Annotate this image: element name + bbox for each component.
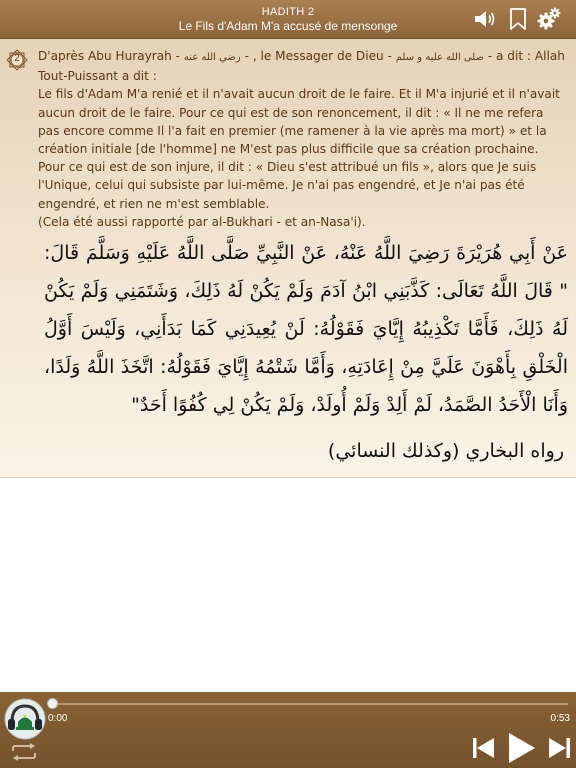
arabic-text: عَنْ أَبِي هُرَيْرَةَ رَضِيَ اللَّهُ عَنْهُ، عَنْ النَّبِيِّ صَلَّى اللَّهُ عَلَيْهِ وَسَلَّمَ قَالَ: " قَالَ اللَّهُ تَعَالَى: كَذَّبَنِي ابْنُ آدَمَ وَلَمْ يَكُنْ لَهُ ذَلِكَ، وَشَتَمَنِي وَلَمْ يَكُنْ لَهُ ذَلِكَ، فَأَمَّا تَكْذِيبُهُ إِيَّايَ فَقَوْلُهُ: لَنْ يُعِيدَنِي كَمَا بَدَأَنِي، وَلَيْسَ أَوَّلُ الْخَلْقِ بِأَهْوَنَ عَلَيَّ مِنْ إِعَادَتِهِ، وَأَمَّا شَتْمُهُ إِيَّايَ فَقَوْلُهُ: اتَّخَذَ اللَّهُ وَلَدًا، وَأَنَا الْأَحَدُ الصَّمَدُ، لَمْ أَلِدْ وَلَمْ أُولَدْ، وَلَمْ يَكُنْ لِي كُفُوًا أَحَدٌ": [44, 242, 568, 416]
play-icon[interactable]: [508, 732, 536, 764]
bookmark-icon[interactable]: [505, 6, 531, 32]
intro-text-2: - , le Messager de Dieu -: [244, 49, 392, 63]
hadith-number: HADITH 2: [261, 6, 315, 18]
mosque-headphones-logo: [4, 698, 46, 740]
repeat-icon[interactable]: [10, 742, 38, 762]
hadith-title: Le Fils d'Adam M'a accusé de mensonge: [178, 19, 398, 33]
french-paragraph-1: Le fils d'Adam M'a renié et il n'avait aucun droit de le faire. Et il M'a injurié et il n'avait aucun droit de le faire. Pour ce qui est de son renoncement, il dit : « Il ne me refera pas encore comme Il l'a fait en premier (me ramener à la vie après ma mort) » et la création initiale [de l'homme] ne M'est pas plus difficile que sa création prochaine.: [38, 87, 560, 157]
french-translation: [38, 47, 568, 231]
french-paragraph-2: Pour ce qui est de son injure, il dit : « Dieu s'est attribué un fils », alors que Je suis l'Unique, celui qui subsiste par lui-même. Je n'ai pas engendré, et Je n'ai pas été engendré, et rien ne m'est semblable.: [38, 160, 537, 211]
french-reference: (Cela été aussi rapporté par al-Bukhari - et an-Nasa'i).: [38, 214, 366, 229]
speaker-icon[interactable]: [472, 6, 498, 32]
intro-arabic-honorific-2: صلى الله عليه و سلم: [395, 52, 484, 63]
badge-number: 2: [14, 53, 20, 64]
arabic-source: رواه البخاري (وكذلك النسائي): [327, 440, 564, 462]
top-bar: [0, 0, 576, 39]
intro-arabic-honorific-1: رضي الله عنه: [183, 52, 241, 63]
french-intro: [38, 47, 568, 85]
intro-text-3: - a dit : Allah Tout-Puissant a dit :: [38, 49, 565, 84]
duration: 0:53: [550, 713, 570, 724]
current-time: 0:00: [48, 713, 68, 724]
skip-previous-icon[interactable]: [472, 736, 496, 760]
hadith-number-badge: [6, 49, 28, 71]
progress-track[interactable]: [52, 703, 568, 705]
progress-thumb[interactable]: [47, 698, 58, 709]
skip-next-icon[interactable]: [547, 736, 571, 760]
hadith-content: [0, 39, 576, 478]
audio-player: [0, 692, 576, 768]
gear-icon[interactable]: [536, 6, 562, 32]
intro-text-1: D'après Abu Hurayrah -: [38, 49, 181, 63]
